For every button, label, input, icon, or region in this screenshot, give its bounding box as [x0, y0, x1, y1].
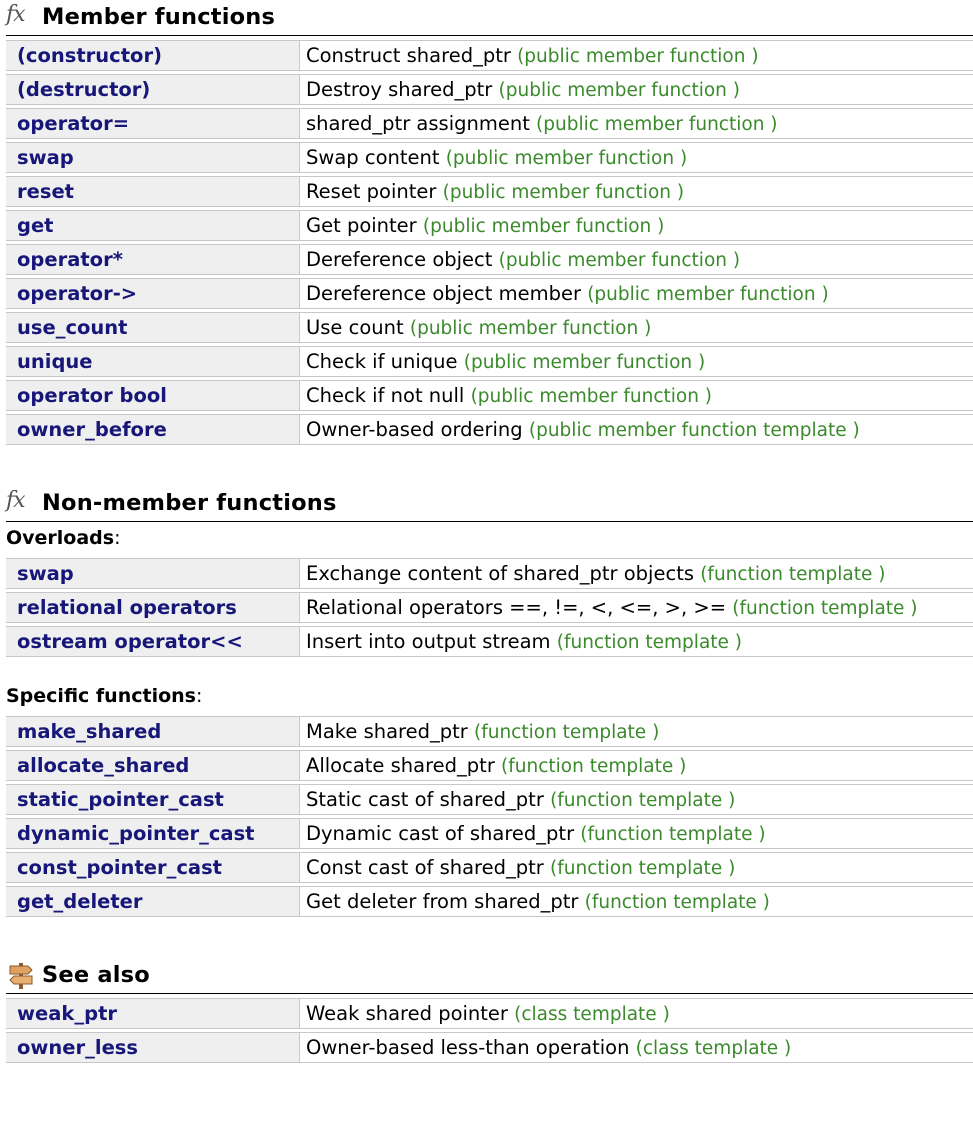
function-link[interactable]: (destructor): [17, 78, 151, 101]
table-row: [6, 852, 973, 883]
table-row: [6, 750, 973, 781]
function-description: Get pointer: [306, 214, 417, 237]
function-description-cell: [300, 142, 973, 173]
function-description: Reset pointer: [306, 180, 437, 203]
function-link[interactable]: swap: [17, 562, 74, 585]
non-member-functions-header: [6, 486, 973, 522]
table-row: [6, 278, 973, 309]
function-link[interactable]: ostream operator<<: [17, 630, 243, 653]
function-description-cell: [300, 784, 973, 815]
function-name-cell: [6, 210, 300, 241]
function-description: Dereference object member: [306, 282, 581, 305]
function-description: Check if not null: [306, 384, 465, 407]
table-row: [6, 74, 973, 105]
function-name-cell: [6, 176, 300, 207]
function-description-cell: [300, 74, 973, 105]
function-kind: (public member function ): [409, 318, 652, 339]
function-description: Exchange content of shared_ptr objects: [306, 562, 695, 585]
function-name-cell: [6, 312, 300, 343]
function-kind: (public member function ): [422, 216, 665, 237]
table-row: [6, 312, 973, 343]
function-kind: (function template ): [474, 722, 660, 743]
function-kind: (function template ): [550, 858, 736, 879]
function-description: Static cast of shared_ptr: [306, 788, 544, 811]
function-name-cell: [6, 380, 300, 411]
function-kind: (public member function ): [498, 250, 741, 271]
fx-icon: fx: [6, 488, 25, 513]
function-description-cell: [300, 380, 973, 411]
function-link[interactable]: const_pointer_cast: [17, 856, 222, 879]
function-link[interactable]: dynamic_pointer_cast: [17, 822, 255, 845]
function-description: Weak shared pointer: [306, 1002, 508, 1025]
function-kind: (function template ): [580, 824, 766, 845]
function-description-cell: [300, 278, 973, 309]
function-description: Dereference object: [306, 248, 493, 271]
function-name-cell: [6, 818, 300, 849]
function-kind: (function template ): [556, 632, 743, 653]
function-description: Make shared_ptr: [306, 720, 468, 743]
function-kind: (public member function ): [463, 352, 706, 373]
overloads-subheading: Overloads:: [6, 527, 121, 549]
function-description-cell: [300, 750, 973, 781]
function-link[interactable]: weak_ptr: [17, 1002, 118, 1025]
function-description-cell: [300, 998, 973, 1029]
function-link[interactable]: make_shared: [17, 720, 162, 743]
function-link[interactable]: operator=: [17, 112, 130, 135]
function-kind: (function template ): [584, 892, 770, 913]
function-name-cell: [6, 716, 300, 747]
function-link[interactable]: static_pointer_cast: [17, 788, 224, 811]
function-name-cell: [6, 108, 300, 139]
function-kind: (public member function ): [442, 182, 685, 203]
fx-icon: fx: [6, 2, 25, 27]
function-kind: (class template ): [514, 1004, 670, 1025]
function-name-cell: [6, 1032, 300, 1063]
function-name-cell: [6, 852, 300, 883]
function-kind: (function template ): [550, 790, 736, 811]
function-link[interactable]: allocate_shared: [17, 754, 190, 777]
function-name-cell: [6, 592, 300, 623]
function-kind: (public member function ): [445, 148, 688, 169]
function-description: Dynamic cast of shared_ptr: [306, 822, 575, 845]
function-description-cell: [300, 108, 973, 139]
function-description-cell: [300, 312, 973, 343]
function-description: Allocate shared_ptr: [306, 754, 495, 777]
function-description-cell: [300, 40, 973, 71]
overloads-table: [6, 555, 973, 660]
function-link[interactable]: (constructor): [17, 44, 162, 67]
function-kind: (public member function template ): [528, 420, 860, 441]
function-description-cell: [300, 626, 973, 657]
function-description-cell: [300, 886, 973, 917]
function-link[interactable]: get_deleter: [17, 890, 143, 913]
function-description: shared_ptr assignment: [306, 112, 530, 135]
reference-page: [6, 0, 973, 1066]
function-description: Const cast of shared_ptr: [306, 856, 544, 879]
function-description-cell: [300, 1032, 973, 1063]
function-description: Use count: [306, 316, 404, 339]
function-kind: (class template ): [635, 1038, 792, 1059]
specific-functions-table: [6, 713, 973, 920]
member-functions-header: [6, 0, 973, 36]
function-name-cell: [6, 278, 300, 309]
signpost-icon: [6, 961, 36, 989]
function-name-cell: [6, 346, 300, 377]
function-name-cell: [6, 626, 300, 657]
table-row: [6, 40, 973, 71]
specific-functions-subheading: Specific functions:: [6, 685, 203, 707]
function-description: Get deleter from shared_ptr: [306, 890, 579, 913]
table-row: [6, 558, 973, 589]
table-row: [6, 998, 973, 1029]
function-description: Construct shared_ptr: [306, 44, 511, 67]
table-row: [6, 626, 973, 657]
function-name-cell: [6, 414, 300, 445]
function-name-cell: [6, 142, 300, 173]
function-link[interactable]: owner_before: [17, 418, 167, 441]
table-row: [6, 244, 973, 275]
see-also-header: [6, 958, 973, 994]
member-functions-table: [6, 37, 973, 448]
function-name-cell: [6, 558, 300, 589]
table-row: [6, 346, 973, 377]
table-row: [6, 818, 973, 849]
function-description: Owner-based less-than operation: [306, 1036, 630, 1059]
function-kind: (function template ): [700, 564, 886, 585]
function-link[interactable]: unique: [17, 350, 93, 373]
function-link[interactable]: operator*: [17, 248, 123, 271]
function-description-cell: [300, 414, 973, 445]
table-row: [6, 784, 973, 815]
function-description-cell: [300, 818, 973, 849]
table-row: [6, 1032, 973, 1063]
function-link[interactable]: relational operators: [17, 596, 237, 619]
function-link[interactable]: reset: [17, 180, 74, 203]
function-description-cell: [300, 716, 973, 747]
see-also-table: [6, 995, 973, 1066]
table-row: [6, 380, 973, 411]
function-description-cell: [300, 176, 973, 207]
function-kind: (function template ): [732, 598, 918, 619]
function-name-cell: [6, 998, 300, 1029]
function-description: Check if unique: [306, 350, 458, 373]
function-link[interactable]: get: [17, 214, 54, 237]
overloads-label: Overloads: [6, 527, 115, 549]
function-link[interactable]: operator->: [17, 282, 138, 305]
function-description: Owner-based ordering: [306, 418, 523, 441]
function-kind: (public member function ): [470, 386, 713, 407]
section-title: Non-member functions: [42, 490, 337, 516]
section-title: See also: [42, 962, 150, 988]
function-description-cell: [300, 346, 973, 377]
function-description-cell: [300, 210, 973, 241]
function-description: Swap content: [306, 146, 440, 169]
function-kind: (public member function ): [498, 80, 740, 101]
function-link[interactable]: swap: [17, 146, 74, 169]
function-name-cell: [6, 40, 300, 71]
function-kind: (public member function ): [587, 284, 829, 305]
function-kind: (public member function ): [517, 46, 759, 67]
function-link[interactable]: owner_less: [17, 1036, 139, 1059]
function-kind: (public member function ): [536, 114, 778, 135]
table-row: [6, 210, 973, 241]
function-description: Insert into output stream: [306, 630, 551, 653]
function-description-cell: [300, 558, 973, 589]
function-description-cell: [300, 592, 973, 623]
function-link[interactable]: use_count: [17, 316, 128, 339]
function-name-cell: [6, 784, 300, 815]
table-row: [6, 176, 973, 207]
table-row: [6, 414, 973, 445]
function-name-cell: [6, 244, 300, 275]
function-kind: (function template ): [501, 756, 687, 777]
table-row: [6, 142, 973, 173]
function-description-cell: [300, 852, 973, 883]
function-name-cell: [6, 750, 300, 781]
function-link[interactable]: operator bool: [17, 384, 167, 407]
table-row: [6, 716, 973, 747]
specific-functions-label: Specific functions: [6, 685, 196, 707]
function-description-cell: [300, 244, 973, 275]
table-row: [6, 592, 973, 623]
section-title: Member functions: [42, 4, 276, 30]
table-row: [6, 886, 973, 917]
function-name-cell: [6, 74, 300, 105]
function-name-cell: [6, 886, 300, 917]
function-description: Destroy shared_ptr: [306, 78, 493, 101]
table-row: [6, 108, 973, 139]
function-description: Relational operators ==, !=, <, <=, >, >=: [306, 596, 727, 619]
